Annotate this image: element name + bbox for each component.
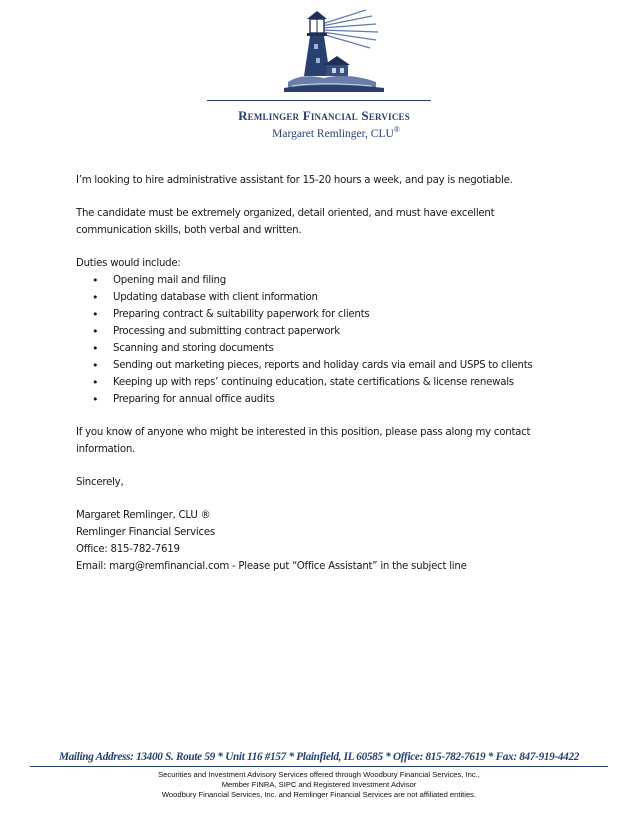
- list-item: • Processing and submitting contract paperwork: [76, 323, 556, 340]
- list-item: • Scanning and storing documents: [76, 340, 556, 357]
- list-item: • Keeping up with reps’ continuing education, state certifications & license renewals: [76, 374, 556, 391]
- signature-office: Office: 815-782-7619: [76, 544, 180, 555]
- disclaimer: [0, 770, 638, 800]
- signature-block: [76, 507, 556, 575]
- list-item: • Preparing for annual office audits: [76, 391, 556, 408]
- signature-name: Margaret Remlinger, CLU ®: [76, 510, 211, 521]
- person-name: [0, 125, 638, 140]
- list-item: • Sending out marketing pieces, reports and holiday cards via email and USPS to clients: [76, 357, 556, 374]
- signature-email: Email: marg@remfinancial.com - Please put “Office Assistant” in the subject line: [76, 561, 467, 572]
- registered-mark: ®: [393, 125, 400, 134]
- lighthouse-logo: [280, 8, 388, 94]
- footer-rule: [30, 766, 608, 767]
- mailing-address: Mailing Address: 13400 S. Route 59 * Unit 116 #157 * Plainfield, IL 60585 * Office: 815-782-7619 * Fax: 847-919-4422: [58, 751, 580, 763]
- intro-paragraph: I’m looking to hire administrative assistant for 15-20 hours a week, and pay is negotiable.: [76, 175, 513, 186]
- signature-company: Remlinger Financial Services: [76, 527, 215, 538]
- candidate-paragraph: The candidate must be extremely organized, detail oriented, and must have excellent communication skills, both verbal and written.: [76, 208, 495, 236]
- salutation: Sincerely,: [76, 477, 124, 488]
- company-name: [0, 108, 638, 124]
- disclaimer-line: Woodbury Financial Services, Inc. and Remlinger Financial Services are not affiliated entities.: [161, 790, 477, 799]
- company-name-text: Remlinger Financial Services: [238, 108, 410, 123]
- person-name-text: Margaret Remlinger, CLU: [272, 127, 394, 140]
- duties-list: [76, 272, 556, 408]
- list-item: • Opening mail and filing: [76, 272, 556, 289]
- list-item: • Preparing contract & suitability paperwork for clients: [76, 306, 556, 323]
- disclaimer-line: Member FINRA, SIPC and Registered Investment Advisor: [221, 780, 417, 789]
- duties-heading: Duties would include:: [76, 258, 181, 269]
- closing-request: If you know of anyone who might be interested in this position, please pass along my contact information.: [76, 427, 531, 455]
- header-rule: [207, 100, 431, 101]
- disclaimer-line: Securities and Investment Advisory Services offered through Woodbury Financial Services, Inc.,: [158, 770, 480, 779]
- list-item: • Updating database with client information: [76, 289, 556, 306]
- letter-body: [76, 172, 556, 575]
